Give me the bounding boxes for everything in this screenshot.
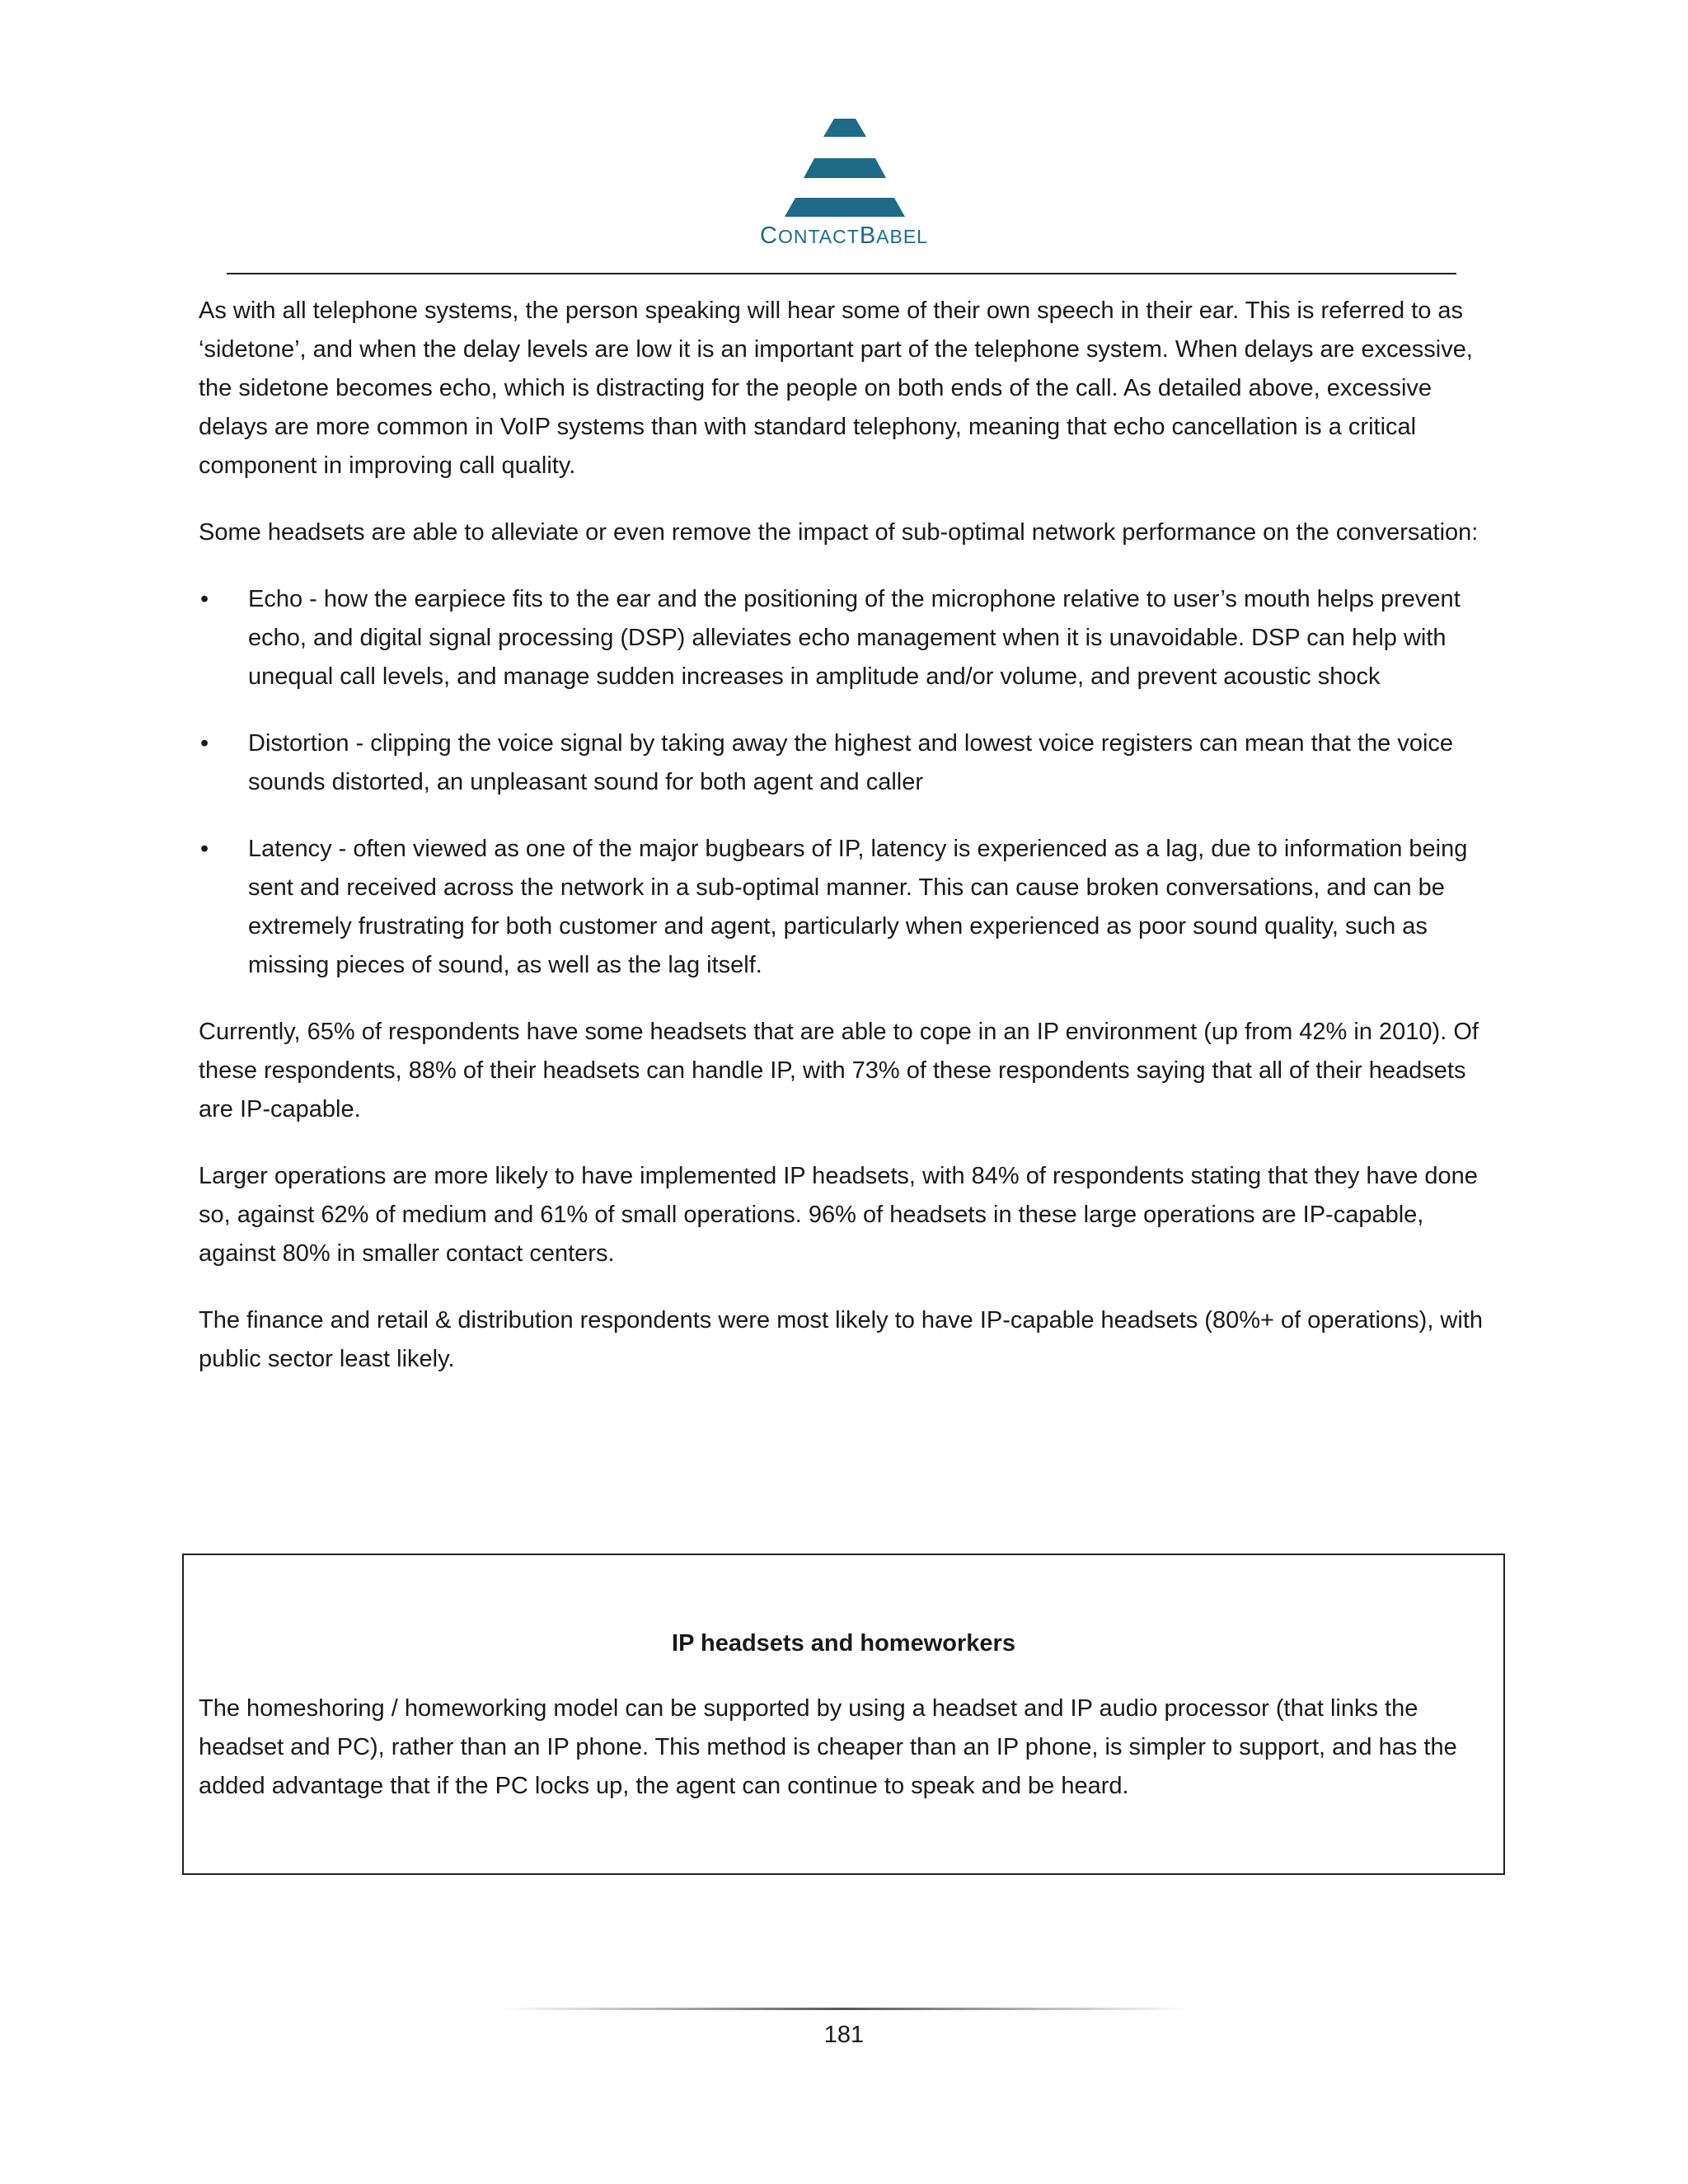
bullet-item-latency (199, 830, 1497, 985)
paragraph-larger-operations: Larger operations are more likely to have implemented IP headsets, with 84% of respondents stating that they have done so, against 62% of medium and 61% of small operations. 96% of headsets in these large operations are IP-capable, against 80% in smaller contact centers. (199, 1163, 1478, 1267)
logo-wordmark (0, 223, 1688, 250)
main-content (199, 292, 1497, 1407)
logo-rest-1: ONTACT (777, 226, 860, 247)
page-number: 181 (823, 2022, 865, 2048)
bullet-item-distortion (199, 724, 1497, 802)
logo-initial-1: C (760, 223, 778, 249)
header-divider (227, 273, 1456, 274)
paragraph-currently: Currently, 65% of respondents have some headsets that are able to cope in an IP environment (up from 42% in 2010). Of these respondents, 88% of their headsets can handle IP, with 73% of these respondents saying that all of their headsets are IP-capable. (199, 1019, 1479, 1122)
paragraph-headsets-intro: Some headsets are able to alleviate or even remove the impact of sub-optimal network performance on the conversation: (199, 519, 1479, 546)
info-box-text: The homeshoring / homeworking model can be supported by using a headset and IP audio processor (that links the headset and PC), rather than an IP phone. This method is cheaper than an IP phone, is simpler to support, and has the added advantage that if the PC locks up, the agent can continue to speak and be heard. (199, 1695, 1457, 1799)
logo-initial-2: B (859, 223, 877, 249)
bullet-icon: • (200, 730, 209, 757)
info-box-title: IP headsets and homeworkers (672, 1630, 1015, 1657)
bullet-text: Distortion - clipping the voice signal by taking away the highest and lowest voice registers can mean that the voice sounds distorted, an unpleasant sound for both agent and caller (248, 730, 1454, 795)
bullet-text: Latency - often viewed as one of the major bugbears of IP, latency is experienced as a lag, due to information being sent and received across the network in a sub-optimal manner. This can cause broken conversations, and can be extremely frustrating for both customer and agent, particularly when experienced as poor sound quality, such as missing pieces of sound, as well as the lag itself. (248, 836, 1468, 978)
bullet-text: Echo - how the earpiece fits to the ear and the positioning of the microphone relative to user’s mouth helps prevent echo, and digital signal processing (DSP) alleviates echo management when it is unavoidable. DSP can help with unequal call levels, and manage sudden increases in amplitude and/or volume, and prevent acoustic shock (248, 586, 1461, 690)
logo-rest-2: ABEL (876, 226, 928, 247)
bullet-item-echo (199, 580, 1497, 696)
info-box (182, 1554, 1505, 1875)
company-logo (0, 115, 1688, 255)
pyramid-logo-icon (746, 115, 944, 223)
bullet-list (199, 580, 1497, 985)
bullet-icon: • (200, 586, 209, 612)
footer-divider (503, 2008, 1187, 2010)
paragraph-sidetone: As with all telephone systems, the person speaking will hear some of their own speech in their ear. This is referred to as ‘sidetone’, and when the delay levels are low it is an important part of the telephone system. When delays are excessive, the sidetone becomes echo, which is distracting for the people on both ends of the call. As detailed above, excessive delays are more common in VoIP systems than with standard telephony, meaning that echo cancellation is a critical component in improving call quality. (199, 298, 1473, 479)
paragraph-finance-retail: The finance and retail & distribution respondents were most likely to have IP-capable headsets (80%+ of operations), with public sector least likely. (199, 1307, 1483, 1372)
bullet-icon: • (200, 836, 209, 862)
